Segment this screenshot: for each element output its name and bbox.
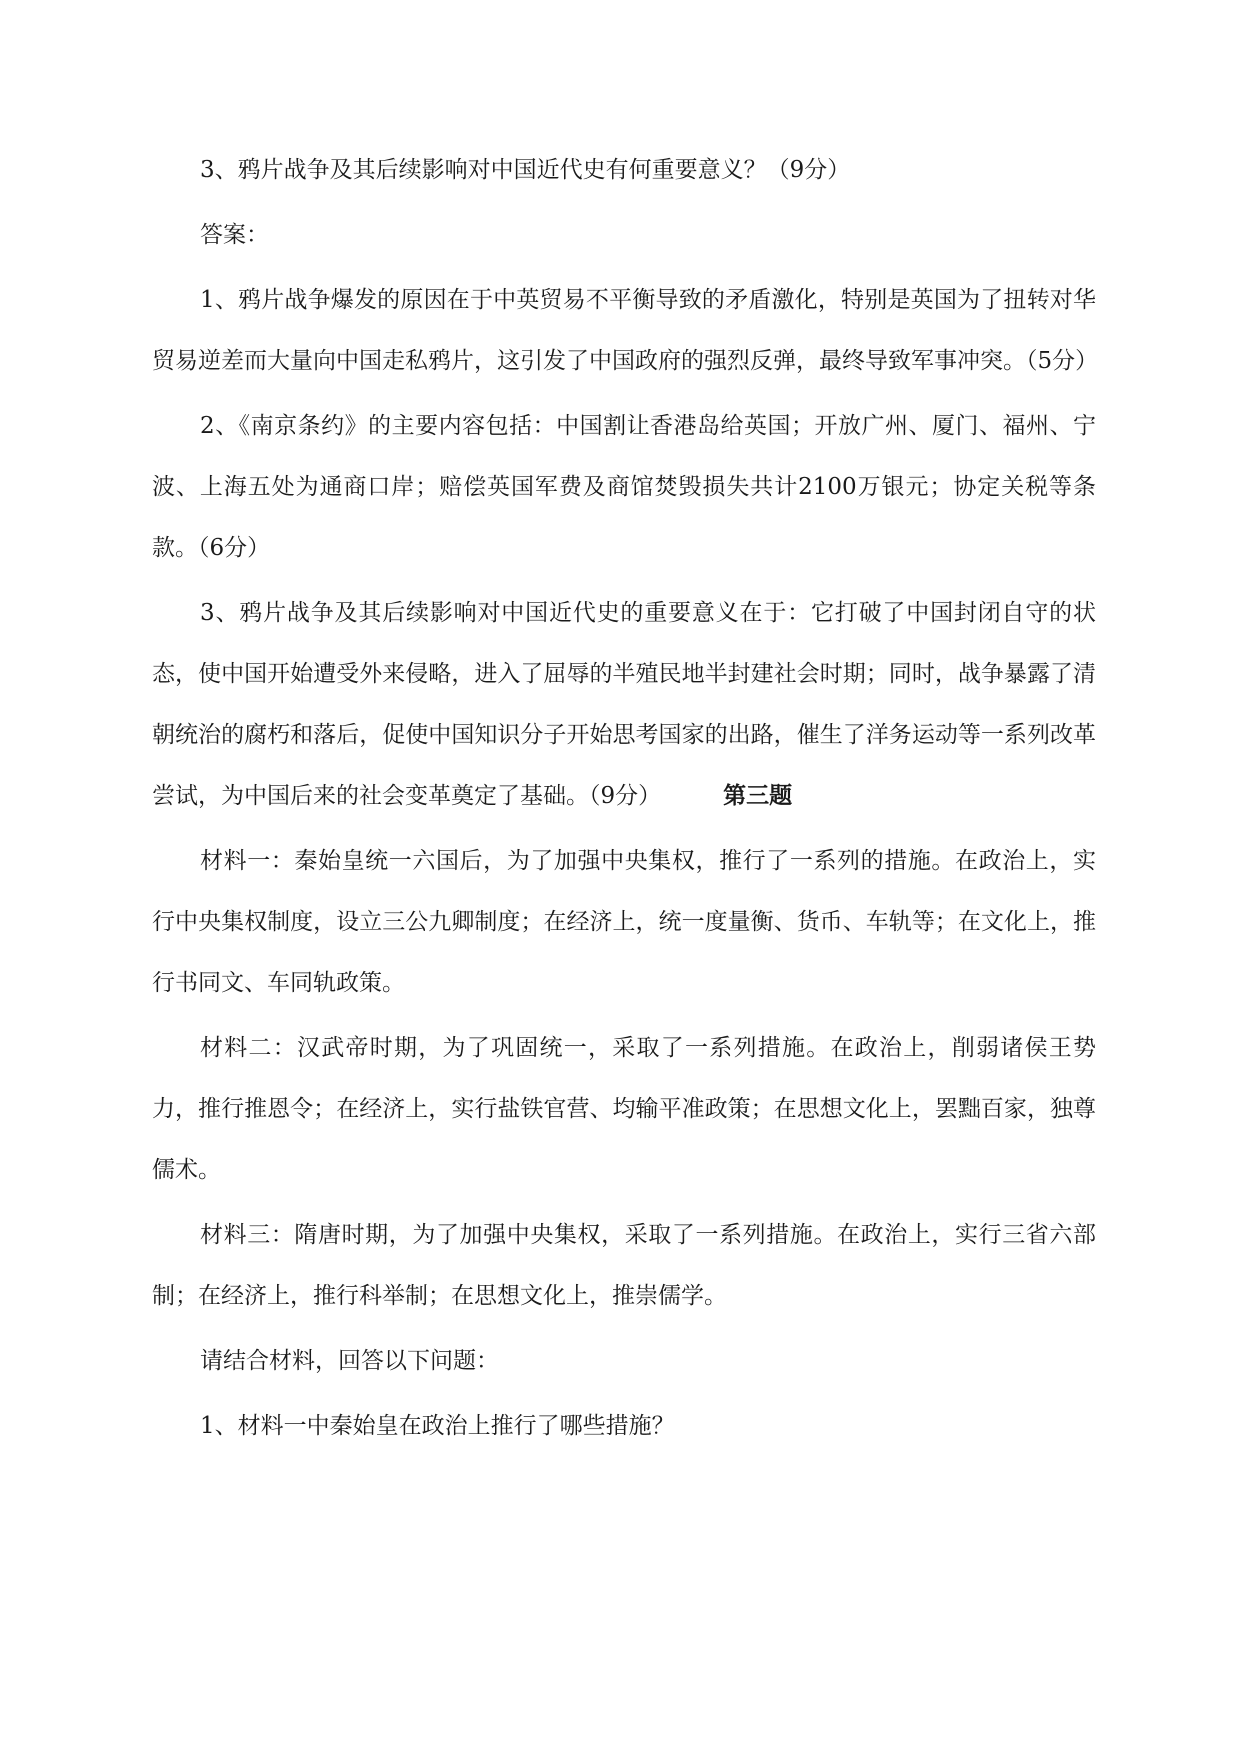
answer-1: 1、鸦片战争爆发的原因在于中英贸易不平衡导致的矛盾激化，特别是英国为了扭转对华贸易逆差而大量向中国走私鸦片，这引发了中国政府的强烈反弹，最终导致军事冲突。（5分） — [152, 287, 1099, 374]
answer-2: 2、《南京条约》的主要内容包括：中国割让香港岛给英国；开放广州、厦门、福州、宁波、上海五处为通商口岸；赔偿英国军费及商馆焚毁损失共计2100万银元；协定关税等条款。（6分） — [152, 413, 1096, 561]
answer-3-text: 3、鸦片战争及其后续影响对中国近代史的重要意义在于：它打破了中国封闭自守的状态，使中国开始遭受外来侵略，进入了屈辱的半殖民地半封建社会时期；同时，战争暴露了清朝统治的腐朽和落后，促使中国知识分子开始思考国家的出路，催生了洋务运动等一系列改革尝试，为中国后来的社会变革奠定了基础。（9分） — [152, 600, 1096, 809]
answer-label: 答案： — [200, 222, 269, 248]
material-2: 材料二：汉武帝时期，为了巩固统一，采取了一系列措施。在政治上，削弱诸侯王势力，推行推恩令；在经济上，实行盐铁官营、均输平准政策；在思想文化上，罢黜百家，独尊儒术。 — [152, 1035, 1096, 1183]
question-3-prompt: 3、鸦片战争及其后续影响对中国近代史有何重要意义？（9分） — [200, 157, 851, 183]
instruction: 请结合材料，回答以下问题： — [200, 1348, 499, 1374]
material-3: 材料三：隋唐时期，为了加强中央集权，采取了一系列措施。在政治上，实行三省六部制；在经济上，推行科举制；在思想文化上，推崇儒学。 — [152, 1222, 1096, 1309]
question-1: 1、材料一中秦始皇在政治上推行了哪些措施？ — [200, 1413, 675, 1439]
material-1: 材料一：秦始皇统一六国后，为了加强中央集权，推行了一系列的措施。在政治上，实行中央集权制度，设立三公九卿制度；在经济上，统一度量衡、货币、车轨等；在文化上，推行书同文、车同轨政策。 — [152, 848, 1096, 996]
document-body — [152, 140, 1099, 1461]
section-heading: 第三题 — [723, 783, 793, 809]
answer-3 — [152, 583, 1096, 827]
